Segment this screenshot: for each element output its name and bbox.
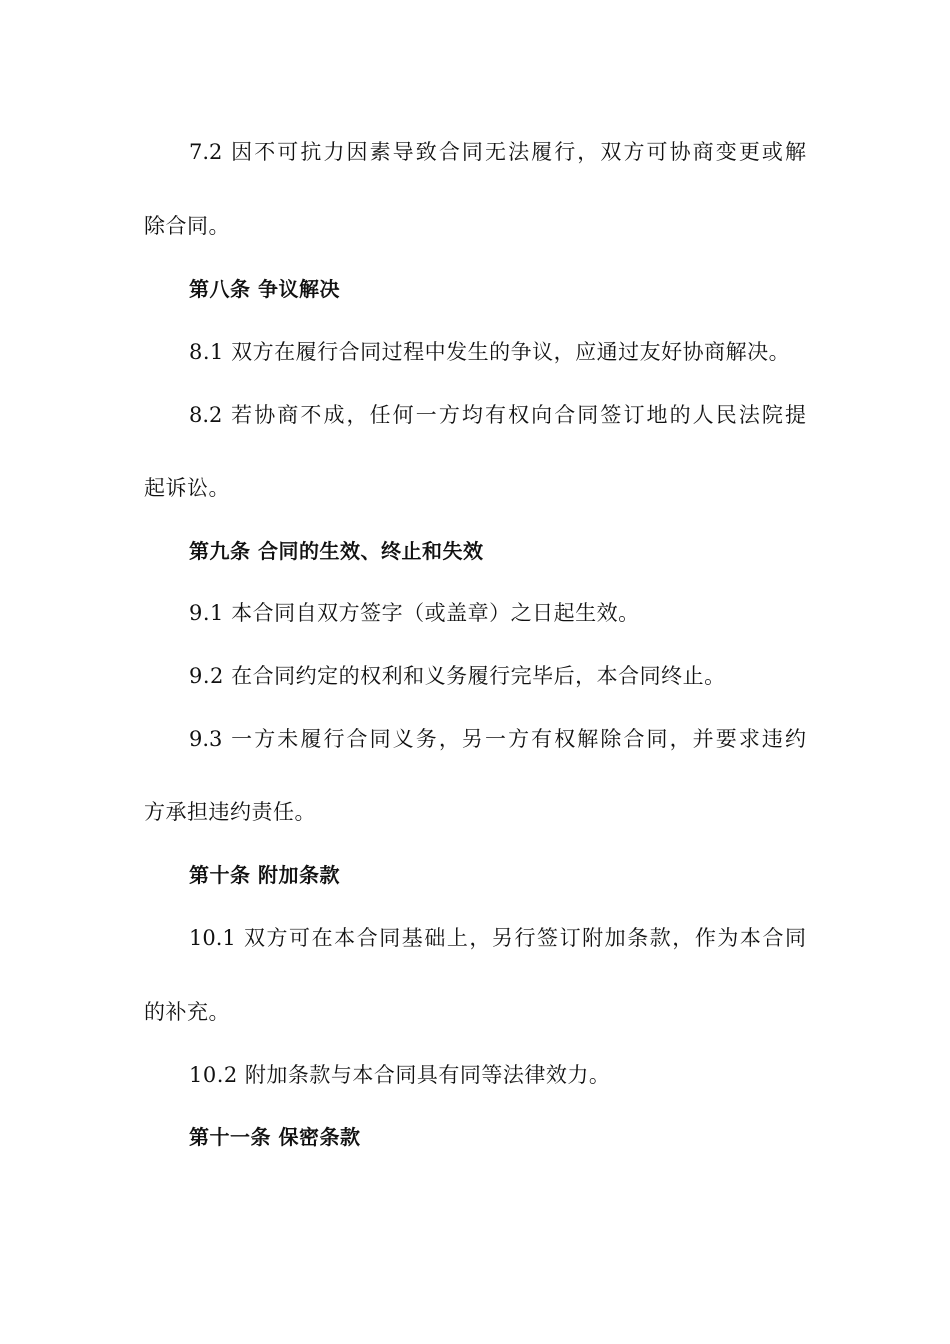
clause-10-1-line-2: 的补充。: [144, 1000, 230, 1024]
article-11-heading: 第十一条 保密条款: [189, 1125, 361, 1149]
clause-7-2-line-2: 除合同。: [144, 214, 230, 238]
clause-8-1: 8.1 双方在履行合同过程中发生的争议，应通过友好协商解决。: [189, 340, 791, 364]
clause-8-2-line-2: 起诉讼。: [144, 476, 230, 500]
article-9-heading: 第九条 合同的生效、终止和失效: [189, 539, 484, 563]
clause-10-2: 10.2 附加条款与本合同具有同等法律效力。: [189, 1063, 611, 1087]
clause-9-3-line-2: 方承担违约责任。: [144, 800, 316, 824]
clause-9-2: 9.2 在合同约定的权利和义务履行完毕后，本合同终止。: [189, 664, 726, 688]
clause-9-1: 9.1 本合同自双方签字（或盖章）之日起生效。: [189, 601, 640, 625]
article-8-heading: 第八条 争议解决: [189, 277, 340, 301]
clause-8-2-line-1: 8.2 若协商不成，任何一方均有权向合同签订地的人民法院提: [189, 403, 806, 427]
article-10-heading: 第十条 附加条款: [189, 863, 340, 887]
clause-7-2-line-1: 7.2 因不可抗力因素导致合同无法履行，双方可协商变更或解: [189, 140, 806, 164]
clause-10-1-line-1: 10.1 双方可在本合同基础上，另行签订附加条款，作为本合同: [189, 926, 806, 950]
clause-9-3-line-1: 9.3 一方未履行合同义务，另一方有权解除合同，并要求违约: [189, 727, 806, 751]
